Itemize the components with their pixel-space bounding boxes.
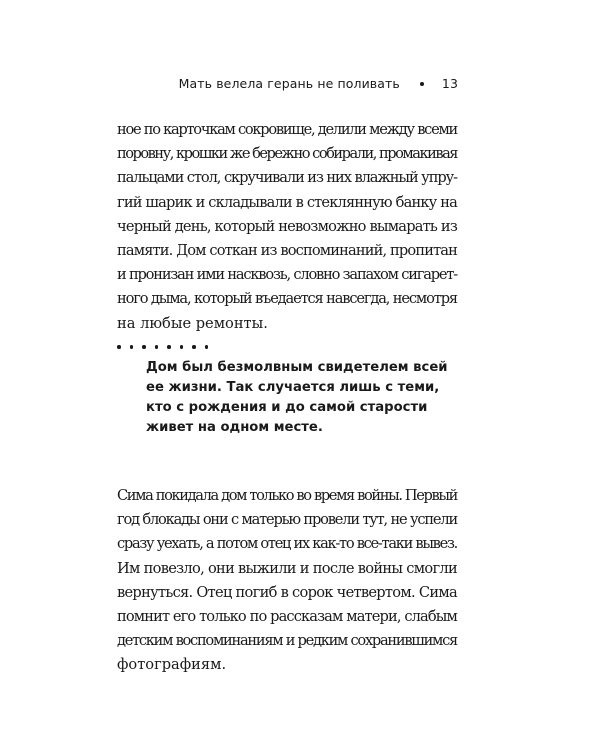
running-head <box>179 76 458 91</box>
pullquote <box>146 358 446 438</box>
divider-dot <box>205 345 209 349</box>
pullquote-line: живет на одном месте. <box>146 420 323 435</box>
text-line: памяти. Дом соткан из воспоминаний, пропитан <box>117 242 457 260</box>
pullquote-line: Дом был безмолвным свидетелем всей <box>146 360 448 375</box>
divider-dot <box>117 345 121 349</box>
text-line: год блокады они с матерью провели тут, не успели <box>117 511 457 529</box>
text-line: поровну, крошки же бережно собирали, промакивая <box>117 145 457 163</box>
text-line: помнит его только по рассказам матери, слабым <box>117 608 457 626</box>
text-line: детским воспоминаниям и редким сохранившимся <box>117 632 457 650</box>
dotted-divider <box>117 345 208 349</box>
pullquote-line: кто с рождения и до самой старости <box>146 400 428 415</box>
text-line: вернуться. Отец погиб в сорок четвертом. Сима <box>117 583 457 601</box>
divider-dot <box>155 345 159 349</box>
text-line: Им повезло, они выжили и после войны смогли <box>117 559 457 577</box>
divider-dot <box>167 345 171 349</box>
paragraph-2 <box>117 484 457 678</box>
header-bullet <box>420 82 424 86</box>
divider-dot <box>130 345 134 349</box>
text-line: гий шарик и складывали в стеклянную банку на <box>117 193 457 211</box>
running-title: Мать велела герань не поливать <box>178 76 400 91</box>
text-line: на любые ремонты. <box>117 314 268 332</box>
divider-dot <box>180 345 184 349</box>
text-line: сразу уехать, а потом отец их как-то все-таки вывез. <box>117 535 457 553</box>
text-line: Сима покидала дом только во время войны. Первый <box>117 487 457 504</box>
text-line: фотографиям. <box>117 656 227 674</box>
text-line: и пронизан ими насквозь, словно запахом сигарет- <box>117 266 457 284</box>
divider-dot <box>192 345 196 349</box>
divider-dot <box>142 345 146 349</box>
page-number: 13 <box>441 76 458 91</box>
pullquote-line: ее жизни. Так случается лишь с теми, <box>146 380 440 395</box>
text-line: черный день, который невозможно вымарать из <box>117 217 457 235</box>
text-line: ного дыма, который въедается навсегда, несмотря <box>117 290 457 308</box>
text-line: ное по карточкам сокровище, делили между всеми <box>117 121 457 138</box>
text-line: пальцами стол, скручивали из них влажный упру- <box>117 169 457 187</box>
paragraph-1 <box>117 118 457 336</box>
